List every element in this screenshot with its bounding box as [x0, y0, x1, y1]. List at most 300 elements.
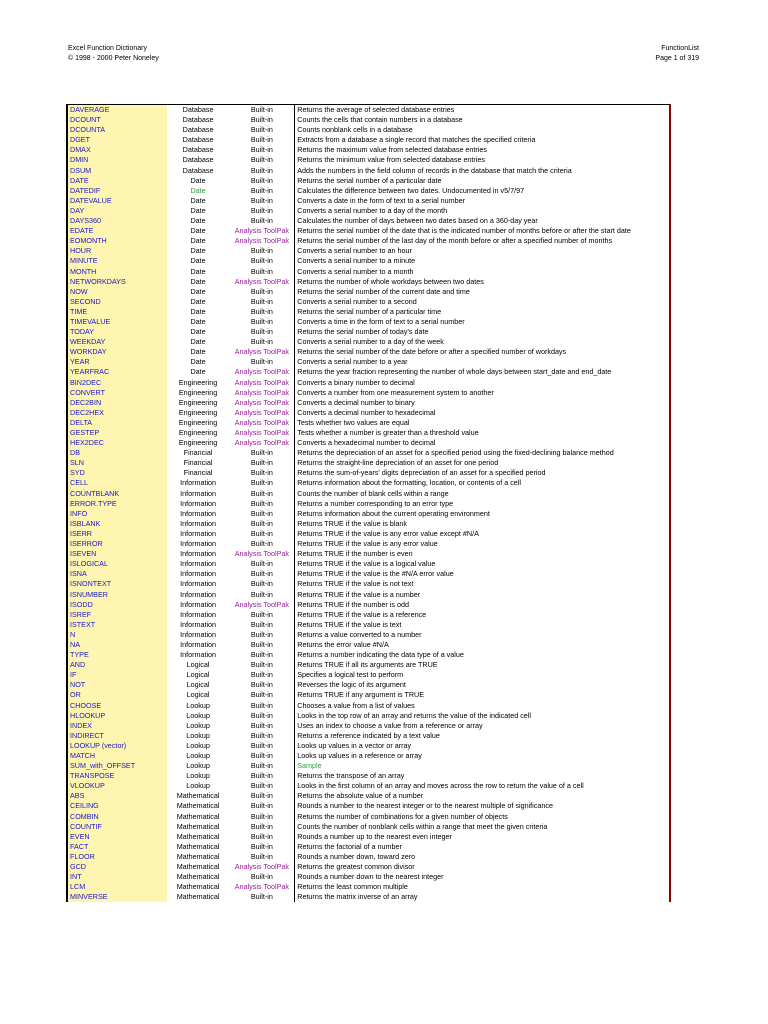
- table-row: [68, 812, 669, 822]
- table-row: [68, 236, 669, 246]
- function-category: Lookup: [167, 741, 229, 751]
- function-category: Database: [167, 125, 229, 135]
- function-description: Returns the maximum value from selected database entries: [294, 145, 669, 155]
- function-description: Returns the least common multiple: [294, 882, 669, 892]
- function-category: Engineering: [167, 428, 229, 438]
- function-description: Returns the factorial of a number: [294, 842, 669, 852]
- table-row: [68, 206, 669, 216]
- table-row: [68, 246, 669, 256]
- function-category: Date: [167, 347, 229, 357]
- function-source: Analysis ToolPak: [228, 428, 294, 438]
- function-source: Built-in: [228, 680, 294, 690]
- table-row: [68, 569, 669, 579]
- function-category: Database: [167, 115, 229, 125]
- function-description: Returns the error value #N/A: [294, 640, 669, 650]
- function-source: Analysis ToolPak: [228, 398, 294, 408]
- function-name: INDEX: [70, 720, 92, 730]
- copyright-text: © 1998 - 2000 Peter Noneley: [68, 55, 159, 62]
- function-name: ISNA: [70, 569, 87, 579]
- table-row: [68, 317, 669, 327]
- function-name: ISREF: [70, 609, 92, 619]
- table-row: [68, 832, 669, 842]
- document-header-right: [655, 44, 699, 64]
- table-row: [68, 115, 669, 125]
- function-name: NOW: [70, 286, 88, 296]
- function-source: Built-in: [228, 529, 294, 539]
- function-category: Information: [167, 590, 229, 600]
- function-source: Built-in: [228, 499, 294, 509]
- function-source: Built-in: [228, 721, 294, 731]
- table-row: [68, 105, 669, 115]
- function-source: Built-in: [228, 781, 294, 791]
- function-description: Returns the year fraction representing the number of whole days between start_date and end_date: [294, 367, 669, 377]
- function-category: Information: [167, 529, 229, 539]
- function-category: Lookup: [167, 701, 229, 711]
- function-source: Analysis ToolPak: [228, 862, 294, 872]
- function-name: NA: [70, 639, 80, 649]
- function-name: WORKDAY: [70, 347, 107, 357]
- function-source: Analysis ToolPak: [228, 438, 294, 448]
- function-category: Mathematical: [167, 832, 229, 842]
- function-description: Rounds a number to the nearest integer or to the nearest multiple of significance: [294, 801, 669, 811]
- function-source: Built-in: [228, 791, 294, 801]
- function-source: Analysis ToolPak: [228, 408, 294, 418]
- table-row: [68, 872, 669, 882]
- table-row: [68, 882, 669, 892]
- table-row: [68, 680, 669, 690]
- function-name: ISTEXT: [70, 619, 96, 629]
- function-description: Returns the greatest common divisor: [294, 862, 669, 872]
- function-category: Lookup: [167, 721, 229, 731]
- function-category: Financial: [167, 468, 229, 478]
- table-row: [68, 842, 669, 852]
- function-source: Built-in: [228, 509, 294, 519]
- function-name: ISODD: [70, 599, 93, 609]
- function-name: MATCH: [70, 751, 96, 760]
- function-name: DATE: [70, 175, 89, 185]
- table-row: [68, 489, 669, 499]
- function-description: Rounds a number down, toward zero: [294, 852, 669, 862]
- function-description: Returns a reference indicated by a text value: [294, 731, 669, 741]
- right-border: [669, 104, 671, 902]
- function-source: Built-in: [228, 337, 294, 347]
- function-source: Built-in: [228, 832, 294, 842]
- function-source: Built-in: [228, 317, 294, 327]
- function-description: Returns the number of combinations for a given number of objects: [294, 812, 669, 822]
- function-source: Built-in: [228, 539, 294, 549]
- function-description: Returns the depreciation of an asset for a specified period using the fixed-declining balance method: [294, 448, 669, 458]
- function-category: Lookup: [167, 731, 229, 741]
- function-category: Information: [167, 559, 229, 569]
- function-category: Mathematical: [167, 872, 229, 882]
- function-category: Date: [167, 307, 229, 317]
- table-row: [68, 267, 669, 277]
- function-name: BIN2DEC: [70, 377, 102, 387]
- table-row: [68, 721, 669, 731]
- function-name: COMBIN: [70, 811, 99, 821]
- function-name: FACT: [70, 841, 89, 851]
- function-source: Built-in: [228, 670, 294, 680]
- function-name: ISEVEN: [70, 549, 97, 559]
- function-category: Date: [167, 206, 229, 216]
- function-name: MINVERSE: [70, 892, 108, 902]
- function-name: NOT: [70, 680, 86, 690]
- table-row: [68, 509, 669, 519]
- function-name: HEX2DEC: [70, 438, 104, 448]
- function-category: Date: [167, 267, 229, 277]
- function-source: Built-in: [228, 458, 294, 468]
- function-category: Lookup: [167, 761, 229, 771]
- table-row: [68, 398, 669, 408]
- table-row: [68, 892, 669, 902]
- function-source: Analysis ToolPak: [228, 367, 294, 377]
- function-description: Returns TRUE if the number is even: [294, 549, 669, 559]
- function-source: Built-in: [228, 246, 294, 256]
- function-description: Converts a serial number to a minute: [294, 256, 669, 266]
- function-name: ISERR: [70, 528, 92, 538]
- table-row: [68, 559, 669, 569]
- function-category: Mathematical: [167, 822, 229, 832]
- function-name: ISBLANK: [70, 518, 101, 528]
- function-description: Returns the serial number of a particular date: [294, 176, 669, 186]
- function-description: Returns TRUE if the value is not text: [294, 579, 669, 589]
- function-name: INT: [70, 872, 82, 882]
- function-name: DAYS360: [70, 216, 102, 226]
- function-source: Built-in: [228, 731, 294, 741]
- table-row: [68, 791, 669, 801]
- table-row: [68, 620, 669, 630]
- table-row: [68, 711, 669, 721]
- function-source: Built-in: [228, 478, 294, 488]
- function-name: ISERROR: [70, 539, 103, 549]
- table-row: [68, 579, 669, 589]
- table-row: [68, 852, 669, 862]
- function-category: Date: [167, 196, 229, 206]
- function-description: Returns TRUE if the value is a number: [294, 590, 669, 600]
- function-name: CELL: [70, 478, 88, 488]
- table-row: [68, 166, 669, 176]
- function-description: Returns the absolute value of a number: [294, 791, 669, 801]
- function-name: MINUTE: [70, 256, 98, 266]
- function-description: Sample: [294, 761, 669, 771]
- function-category: Information: [167, 569, 229, 579]
- function-source: Built-in: [228, 690, 294, 700]
- function-description: Uses an index to choose a value from a reference or array: [294, 721, 669, 731]
- function-source: Analysis ToolPak: [228, 378, 294, 388]
- function-name: TIMEVALUE: [70, 316, 111, 326]
- function-source: Built-in: [228, 751, 294, 761]
- table-row: [68, 388, 669, 398]
- function-source: Built-in: [228, 145, 294, 155]
- table-row: [68, 781, 669, 791]
- function-name: TODAY: [70, 327, 95, 337]
- function-description: Looks up values in a vector or array: [294, 741, 669, 751]
- function-category: Engineering: [167, 398, 229, 408]
- function-category: Mathematical: [167, 852, 229, 862]
- function-name: ISLOGICAL: [70, 559, 108, 569]
- function-description: Returns TRUE if any argument is TRUE: [294, 690, 669, 700]
- function-category: Database: [167, 105, 229, 115]
- function-description: Returns the minimum value from selected database entries: [294, 155, 669, 165]
- table-row: [68, 801, 669, 811]
- document-title: Excel Function Dictionary: [68, 45, 147, 52]
- table-row: [68, 216, 669, 226]
- function-source: Built-in: [228, 852, 294, 862]
- function-name: DMIN: [70, 155, 89, 165]
- function-name: ISNONTEXT: [70, 579, 112, 589]
- function-source: Analysis ToolPak: [228, 388, 294, 398]
- function-description: Returns the serial number of the date before or after a specified number of workdays: [294, 347, 669, 357]
- function-source: Built-in: [228, 327, 294, 337]
- function-category: Information: [167, 478, 229, 488]
- function-source: Built-in: [228, 771, 294, 781]
- function-name: NETWORKDAYS: [70, 276, 126, 286]
- function-category: Mathematical: [167, 812, 229, 822]
- function-name: DGET: [70, 135, 90, 145]
- table-row: [68, 186, 669, 196]
- function-name: DMAX: [70, 145, 91, 155]
- function-name: OR: [70, 690, 81, 700]
- function-list-sheet: [66, 104, 672, 902]
- function-name: CONVERT: [70, 387, 106, 397]
- function-category: Mathematical: [167, 862, 229, 872]
- function-source: Built-in: [228, 519, 294, 529]
- function-name: MONTH: [70, 266, 97, 276]
- function-description: Converts a date in the form of text to a serial number: [294, 196, 669, 206]
- table-row: [68, 519, 669, 529]
- function-category: Engineering: [167, 418, 229, 428]
- function-description: Converts a time in the form of text to a serial number: [294, 317, 669, 327]
- function-category: Information: [167, 640, 229, 650]
- function-name: COUNTBLANK: [70, 488, 120, 498]
- table-row: [68, 367, 669, 377]
- function-description: Reverses the logic of its argument: [294, 680, 669, 690]
- function-description: Returns the serial number of today's date: [294, 327, 669, 337]
- table-row: [68, 771, 669, 781]
- function-name: FLOOR: [70, 851, 95, 861]
- function-description: Returns TRUE if the value is blank: [294, 519, 669, 529]
- function-category: Logical: [167, 680, 229, 690]
- function-category: Engineering: [167, 408, 229, 418]
- table-row: [68, 277, 669, 287]
- table-row: [68, 256, 669, 266]
- function-category: Information: [167, 509, 229, 519]
- function-name: N: [70, 629, 76, 639]
- function-source: Built-in: [228, 155, 294, 165]
- function-name: DCOUNTA: [70, 125, 106, 135]
- function-description: Tests whether a number is greater than a threshold value: [294, 428, 669, 438]
- function-name: EDATE: [70, 226, 94, 236]
- function-source: Built-in: [228, 135, 294, 145]
- table-row: [68, 690, 669, 700]
- function-category: Information: [167, 579, 229, 589]
- function-source: Built-in: [228, 307, 294, 317]
- table-row: [68, 600, 669, 610]
- function-category: Date: [167, 256, 229, 266]
- function-source: Built-in: [228, 468, 294, 478]
- function-source: Built-in: [228, 125, 294, 135]
- function-source: Built-in: [228, 297, 294, 307]
- table-row: [68, 590, 669, 600]
- function-name: INFO: [70, 508, 88, 518]
- function-description: Converts a hexadecimal number to decimal: [294, 438, 669, 448]
- table-row: [68, 701, 669, 711]
- function-category: Date: [167, 277, 229, 287]
- function-description: Converts a serial number to a day of the month: [294, 206, 669, 216]
- function-name: SLN: [70, 458, 84, 468]
- function-description: Returns TRUE if all its arguments are TRUE: [294, 660, 669, 670]
- table-row: [68, 226, 669, 236]
- function-source: Built-in: [228, 711, 294, 721]
- table-row: [68, 610, 669, 620]
- function-name: TRANSPOSE: [70, 771, 115, 781]
- function-source: Analysis ToolPak: [228, 600, 294, 610]
- function-name: SUM_with_OFFSET: [70, 761, 136, 771]
- function-description: Returns TRUE if the value is the #N/A error value: [294, 569, 669, 579]
- function-source: Built-in: [228, 801, 294, 811]
- function-source: Built-in: [228, 115, 294, 125]
- function-source: Analysis ToolPak: [228, 277, 294, 287]
- function-source: Built-in: [228, 892, 294, 902]
- function-category: Information: [167, 489, 229, 499]
- function-category: Logical: [167, 660, 229, 670]
- function-description: Returns TRUE if the value is any error value except #N/A: [294, 529, 669, 539]
- table-row: [68, 640, 669, 650]
- function-category: Date: [167, 337, 229, 347]
- function-source: Analysis ToolPak: [228, 418, 294, 428]
- table-row: [68, 539, 669, 549]
- function-source: Built-in: [228, 822, 294, 832]
- function-table: [68, 105, 669, 902]
- function-category: Database: [167, 135, 229, 145]
- function-description: Returns the straight-line depreciation of an asset for one period: [294, 458, 669, 468]
- function-source: Built-in: [228, 640, 294, 650]
- function-source: Analysis ToolPak: [228, 236, 294, 246]
- function-description: Returns the sum-of-years' digits depreciation of an asset for a specified period: [294, 468, 669, 478]
- function-name: CEILING: [70, 801, 99, 811]
- function-category: Lookup: [167, 771, 229, 781]
- function-description: Returns the serial number of the date that is the indicated number of months before or after the start date: [294, 226, 669, 236]
- function-description: Returns the average of selected database entries: [294, 105, 669, 115]
- function-source: Built-in: [228, 660, 294, 670]
- function-name: TIME: [70, 306, 88, 316]
- table-row: [68, 408, 669, 418]
- function-source: Built-in: [228, 489, 294, 499]
- function-description: Returns TRUE if the value is text: [294, 620, 669, 630]
- table-row: [68, 287, 669, 297]
- function-source: Built-in: [228, 256, 294, 266]
- function-category: Date: [167, 287, 229, 297]
- function-name: DATEDIF: [70, 185, 101, 195]
- table-row: [68, 670, 669, 680]
- table-row: [68, 549, 669, 559]
- function-description: Returns TRUE if the value is a logical value: [294, 559, 669, 569]
- function-category: Date: [167, 216, 229, 226]
- function-source: Built-in: [228, 559, 294, 569]
- function-name: HOUR: [70, 246, 92, 256]
- table-row: [68, 650, 669, 660]
- function-description: Extracts from a database a single record that matches the specified criteria: [294, 135, 669, 145]
- function-description: Counts the number of nonblank cells within a range that meet the given criteria: [294, 822, 669, 832]
- function-name: IF: [70, 670, 77, 680]
- table-row: [68, 660, 669, 670]
- function-description: Tests whether two values are equal: [294, 418, 669, 428]
- table-row: [68, 862, 669, 872]
- function-description: Returns the transpose of an array: [294, 771, 669, 781]
- function-description: Chooses a value from a list of values: [294, 701, 669, 711]
- table-row: [68, 751, 669, 761]
- function-category: Lookup: [167, 711, 229, 721]
- function-source: Built-in: [228, 569, 294, 579]
- function-source: Built-in: [228, 872, 294, 882]
- function-category: Date: [167, 186, 229, 196]
- function-description: Converts a serial number to a year: [294, 357, 669, 367]
- function-category: Information: [167, 610, 229, 620]
- table-row: [68, 176, 669, 186]
- page-info: Page 1 of 319: [655, 55, 699, 62]
- table-row: [68, 630, 669, 640]
- function-name: SECOND: [70, 296, 101, 306]
- function-description: Returns TRUE if the value is a reference: [294, 610, 669, 620]
- function-name: CHOOSE: [70, 700, 102, 710]
- function-category: Date: [167, 297, 229, 307]
- function-category: Lookup: [167, 781, 229, 791]
- function-name: DB: [70, 448, 80, 458]
- function-description: Converts a serial number to a second: [294, 297, 669, 307]
- function-category: Mathematical: [167, 801, 229, 811]
- function-category: Financial: [167, 448, 229, 458]
- function-description: Converts a serial number to an hour: [294, 246, 669, 256]
- sheet-name: FunctionList: [661, 45, 699, 52]
- table-row: [68, 761, 669, 771]
- table-row: [68, 478, 669, 488]
- function-name: GCD: [70, 862, 86, 872]
- function-description: Converts a serial number to a month: [294, 267, 669, 277]
- table-row: [68, 337, 669, 347]
- function-category: Date: [167, 367, 229, 377]
- function-description: Returns the matrix inverse of an array: [294, 892, 669, 902]
- table-row: [68, 499, 669, 509]
- function-category: Mathematical: [167, 791, 229, 801]
- function-description: Converts a decimal number to hexadecimal: [294, 408, 669, 418]
- table-row: [68, 297, 669, 307]
- function-category: Information: [167, 499, 229, 509]
- function-source: Built-in: [228, 448, 294, 458]
- function-source: Analysis ToolPak: [228, 347, 294, 357]
- function-description: Returns a number indicating the data type of a value: [294, 650, 669, 660]
- function-name: LOOKUP (vector): [70, 740, 127, 750]
- function-category: Date: [167, 357, 229, 367]
- function-name: COUNTIF: [70, 821, 102, 831]
- function-name: DAVERAGE: [70, 105, 110, 114]
- function-category: Date: [167, 236, 229, 246]
- function-source: Built-in: [228, 216, 294, 226]
- function-description: Specifies a logical test to perform: [294, 670, 669, 680]
- function-category: Date: [167, 327, 229, 337]
- function-category: Date: [167, 176, 229, 186]
- function-name: TYPE: [70, 650, 89, 660]
- function-category: Engineering: [167, 438, 229, 448]
- function-category: Information: [167, 549, 229, 559]
- function-source: Built-in: [228, 105, 294, 115]
- function-name: DEC2HEX: [70, 407, 104, 417]
- table-row: [68, 468, 669, 478]
- function-description: Rounds a number up to the nearest even integer: [294, 832, 669, 842]
- table-row: [68, 357, 669, 367]
- function-description: Returns TRUE if the number is odd: [294, 600, 669, 610]
- function-description: Converts a serial number to a day of the week: [294, 337, 669, 347]
- function-category: Mathematical: [167, 882, 229, 892]
